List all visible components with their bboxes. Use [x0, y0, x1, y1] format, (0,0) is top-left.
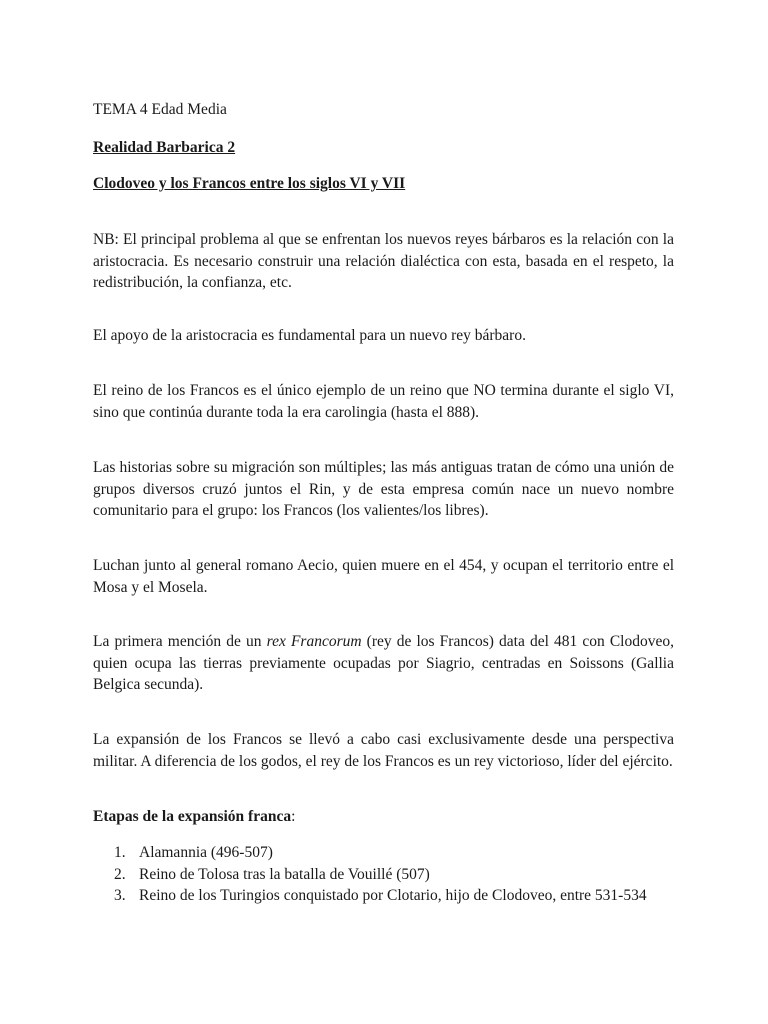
- list-item: [93, 885, 674, 907]
- subtitle: Realidad Barbarica 2: [93, 139, 236, 156]
- list-item-number: 1.: [114, 844, 126, 861]
- stages-heading-colon: :: [291, 808, 296, 825]
- section-heading: Clodoveo y los Francos entre los siglos VI y VII: [93, 175, 406, 192]
- paragraph-aecio: Luchan junto al general romano Aecio, quien muere en el 454, y ocupan el territorio entre el Mosa y el Mosela.: [93, 557, 674, 596]
- list-item-text: Alamannia (496-507): [139, 844, 273, 861]
- p6-text-after: (rey de los Francos) data del 481 con Clodoveo, quien ocupa las tierras previamente ocupadas por Siagrio, centradas en Soissons (Gallia Belgica secunda).: [93, 633, 674, 693]
- list-item-text: Reino de Tolosa tras la batalla de Vouillé (507): [139, 865, 430, 883]
- paragraph-aristocracy: El apoyo de la aristocracia es fundamental para un nuevo rey bárbaro.: [93, 327, 526, 344]
- stages-heading-text: Etapas de la expansión franca: [93, 808, 292, 825]
- list-item-number: 3.: [114, 887, 126, 904]
- paragraph-expansion: La expansión de los Francos se llevó a cabo casi exclusivamente desde una perspectiva militar. A diferencia de los godos, el rey de los Francos es un rey victorioso, líder del ejército.: [93, 731, 674, 770]
- list-item: [93, 864, 674, 886]
- paragraph-rex-francorum: [93, 631, 674, 696]
- paragraph-kingdom: El reino de los Francos es el único ejemplo de un reino que NO termina durante el siglo VI, sino que continúa durante toda la era carolingia (hasta el 888).: [93, 382, 674, 421]
- p6-text-before: La primera mención de un: [93, 633, 267, 650]
- list-item-text: Reino de los Turingios conquistado por Clotario, hijo de Clodoveo, entre 531-534: [139, 887, 647, 904]
- document-title: TEMA 4 Edad Media: [93, 101, 227, 118]
- stages-heading: [93, 806, 674, 828]
- paragraph-migration: Las historias sobre su migración son múltiples; las más antiguas tratan de cómo una unión de grupos diversos cruzó juntos el Rin, y de esta empresa común nace un nuevo nombre comunitario para el grupo: los Francos (los valientes/los libres).: [93, 459, 674, 519]
- list-item-number: 2.: [114, 865, 126, 883]
- paragraph-nb: NB: El principal problema al que se enfrentan los nuevos reyes bárbaros es la relación con la aristocracia. Es necesario construir una relación dialéctica con esta, basada en el respeto, la redistribución, la confianza, etc.: [93, 231, 674, 291]
- list-item: [93, 842, 674, 864]
- p6-italic-term: rex Francorum: [266, 633, 362, 650]
- stages-list: [93, 842, 674, 907]
